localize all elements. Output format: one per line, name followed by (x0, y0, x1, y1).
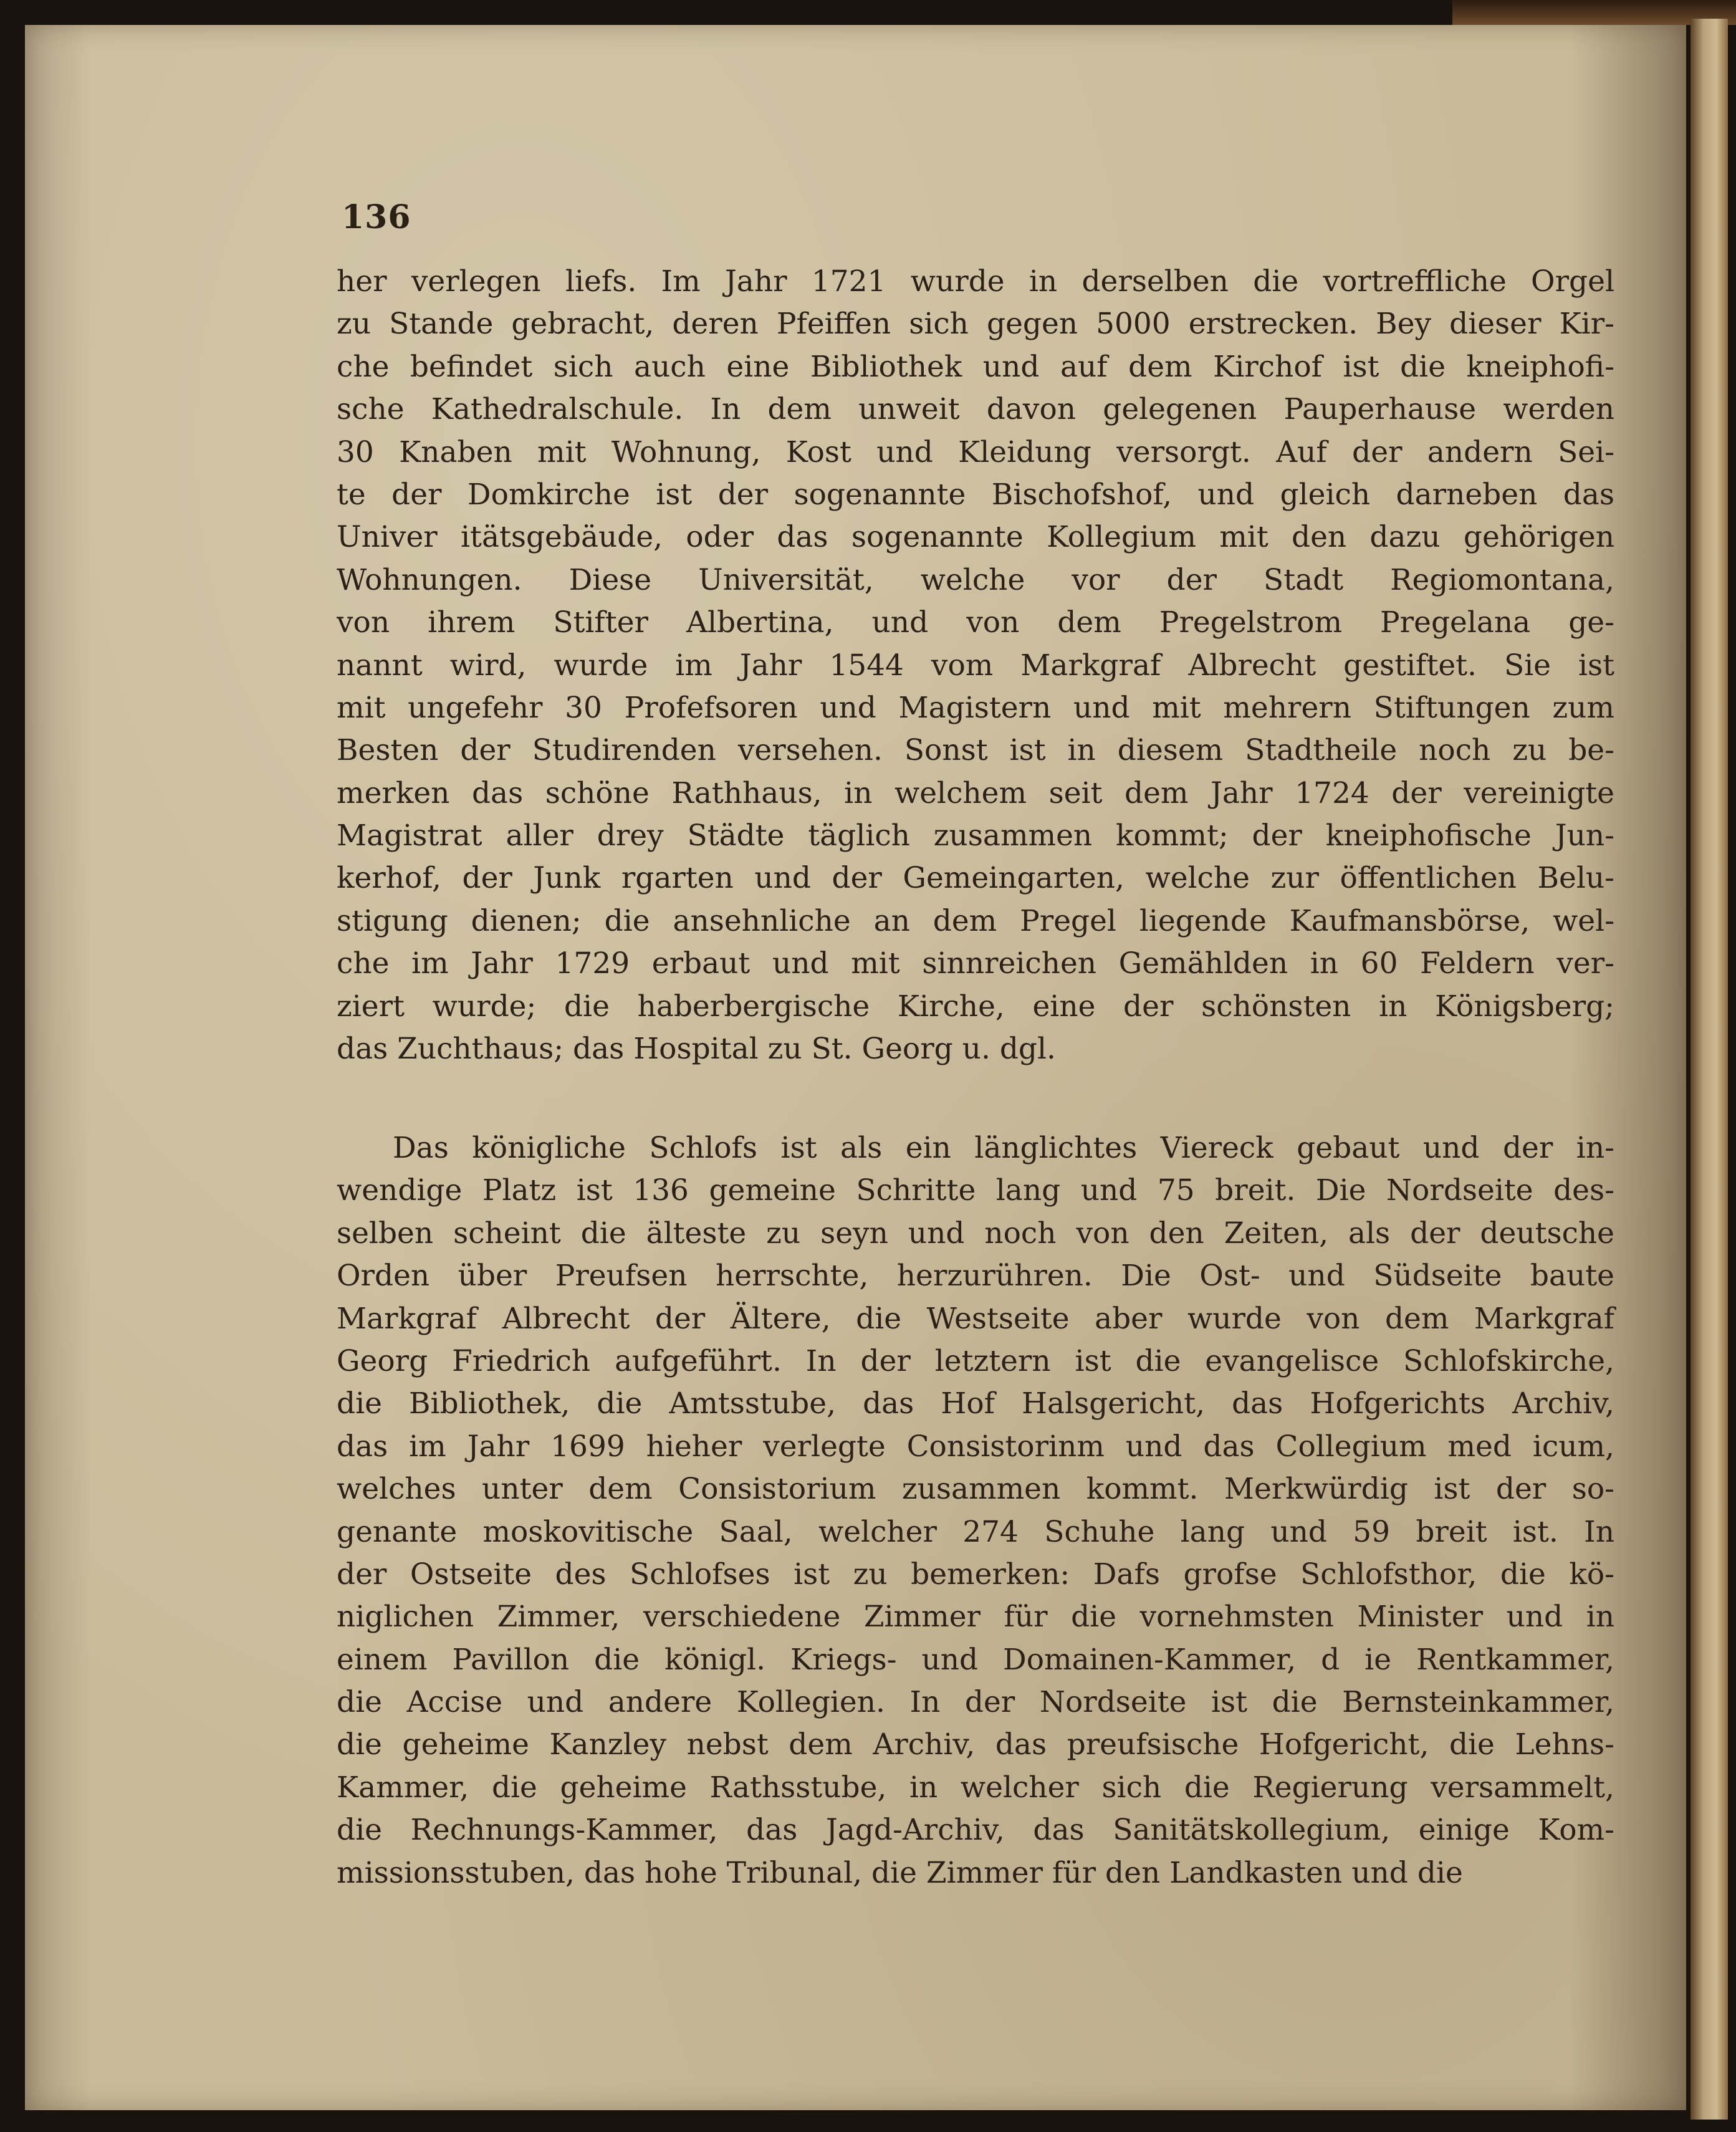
text-line: her verlegen liefs. Im Jahr 1721 wurde in derselben die vortreffliche Orgel (337, 264, 1614, 299)
text-line: che im Jahr 1729 erbaut und mit sinnreichen Gemählden in 60 Feldern ver- (337, 946, 1614, 981)
text-line: das im Jahr 1699 hieher verlegte Consistorinm und das Collegium med icum, (337, 1429, 1614, 1464)
text-line: Georg Friedrich aufgeführt. In der letztern ist die evangelisce Schlofskirche, (337, 1343, 1614, 1378)
text-line: zu Stande gebracht, deren Pfeiffen sich gegen 5000 erstrecken. Bey dieser Kir- (337, 307, 1614, 342)
text-line: 30 Knaben mit Wohnung, Kost und Kleidung versorgt. Auf der andern Sei- (337, 435, 1614, 469)
text-line: selben scheint die älteste zu seyn und noch von den Zeiten, als der deutsche (337, 1216, 1614, 1251)
text-line: wendige Platz ist 136 gemeine Schritte lang und 75 breit. Die Nordseite des- (337, 1173, 1614, 1208)
text-line: Wohnungen. Diese Universität, welche vor der Stadt Regiomontana, (337, 562, 1614, 597)
text-line: der Ostseite des Schlofses ist zu bemerken: Dafs grofse Schlofsthor, die kö- (337, 1557, 1614, 1592)
text-line: niglichen Zimmer, verschiedene Zimmer für die vornehmsten Minister und in (337, 1600, 1614, 1635)
text-line: missionsstuben, das hohe Tribunal, die Zimmer für den Landkasten und die (337, 1855, 1463, 1890)
text-line: Univer itätsgebäude, oder das sogenannte Kollegium mit den dazu gehörigen (337, 520, 1614, 555)
text-line: te der Domkirche ist der sogenannte Bischofshof, und gleich darneben das (337, 477, 1614, 512)
text-line: Orden über Preufsen herrschte, herzurühren. Die Ost- und Südseite baute (337, 1259, 1614, 1294)
text-line: merken das schöne Rathhaus, in welchem seit dem Jahr 1724 der vereinigte (337, 775, 1614, 810)
text-line: nannt wird, wurde im Jahr 1544 vom Markgraf Albrecht gestiftet. Sie ist (337, 648, 1614, 683)
text-line: einem Pavillon die königl. Kriegs- und Domainen-Kammer, d ie Rentkammer, (337, 1642, 1614, 1677)
text-line: sche Kathedralschule. In dem unweit davon gelegenen Pauperhause werden (337, 392, 1614, 427)
text-line: Besten der Studirenden versehen. Sonst ist in diesem Stadtheile noch zu be- (337, 733, 1614, 768)
text-line: die Bibliothek, die Amtsstube, das Hof Halsgericht, das Hofgerichts Archiv, (337, 1386, 1614, 1421)
text-line: Kammer, die geheime Rathsstube, in welcher sich die Regierung versammelt, (337, 1770, 1614, 1805)
paragraph-2 (337, 1127, 1614, 1894)
text-line: die Rechnungs-Kammer, das Jagd-Archiv, das Sanitätskollegium, einige Kom- (337, 1813, 1614, 1848)
text-line: von ihrem Stifter Albertina, und von dem Pregelstrom Pregelana ge- (337, 605, 1614, 640)
text-line: die geheime Kanzley nebst dem Archiv, das preufsische Hofgericht, die Lehns- (337, 1727, 1614, 1762)
paragraph-1 (337, 261, 1614, 1070)
facing-page-edge (1690, 19, 1728, 2120)
text-line: die Accise und andere Kollegien. In der Nordseite ist die Bernsteinkammer, (337, 1685, 1614, 1720)
text-line: Magistrat aller drey Städte täglich zusammen kommt; der kneiphofische Jun- (337, 819, 1614, 853)
text-line: kerhof, der Junk rgarten und der Gemeingarten, welche zur öffentlichen Belu- (337, 861, 1614, 896)
text-line: che befindet sich auch eine Bibliothek und auf dem Kirchof ist die kneiphofi- (337, 349, 1614, 384)
text-line: Das königliche Schlofs ist als ein länglichtes Viereck gebaut und der in- (393, 1131, 1614, 1165)
text-line: welches unter dem Consistorium zusammen kommt. Merkwürdig ist der so- (337, 1472, 1614, 1507)
text-line: genante moskovitische Saal, welcher 274 Schuhe lang und 59 breit ist. In (337, 1514, 1614, 1549)
page-number: 136 (342, 198, 411, 236)
text-line: Markgraf Albrecht der Ältere, die Westseite aber wurde von dem Markgraf (337, 1301, 1614, 1336)
text-line: ziert wurde; die haberbergische Kirche, eine der schönsten in Königsberg; (337, 989, 1614, 1024)
text-line: mit ungefehr 30 Profefsoren und Magistern und mit mehrern Stiftungen zum (337, 690, 1614, 725)
text-line: das Zuchthaus; das Hospital zu St. Georg u. dgl. (337, 1032, 1056, 1067)
text-line: stigung dienen; die ansehnliche an dem Pregel liegende Kaufmansbörse, wel- (337, 903, 1614, 938)
